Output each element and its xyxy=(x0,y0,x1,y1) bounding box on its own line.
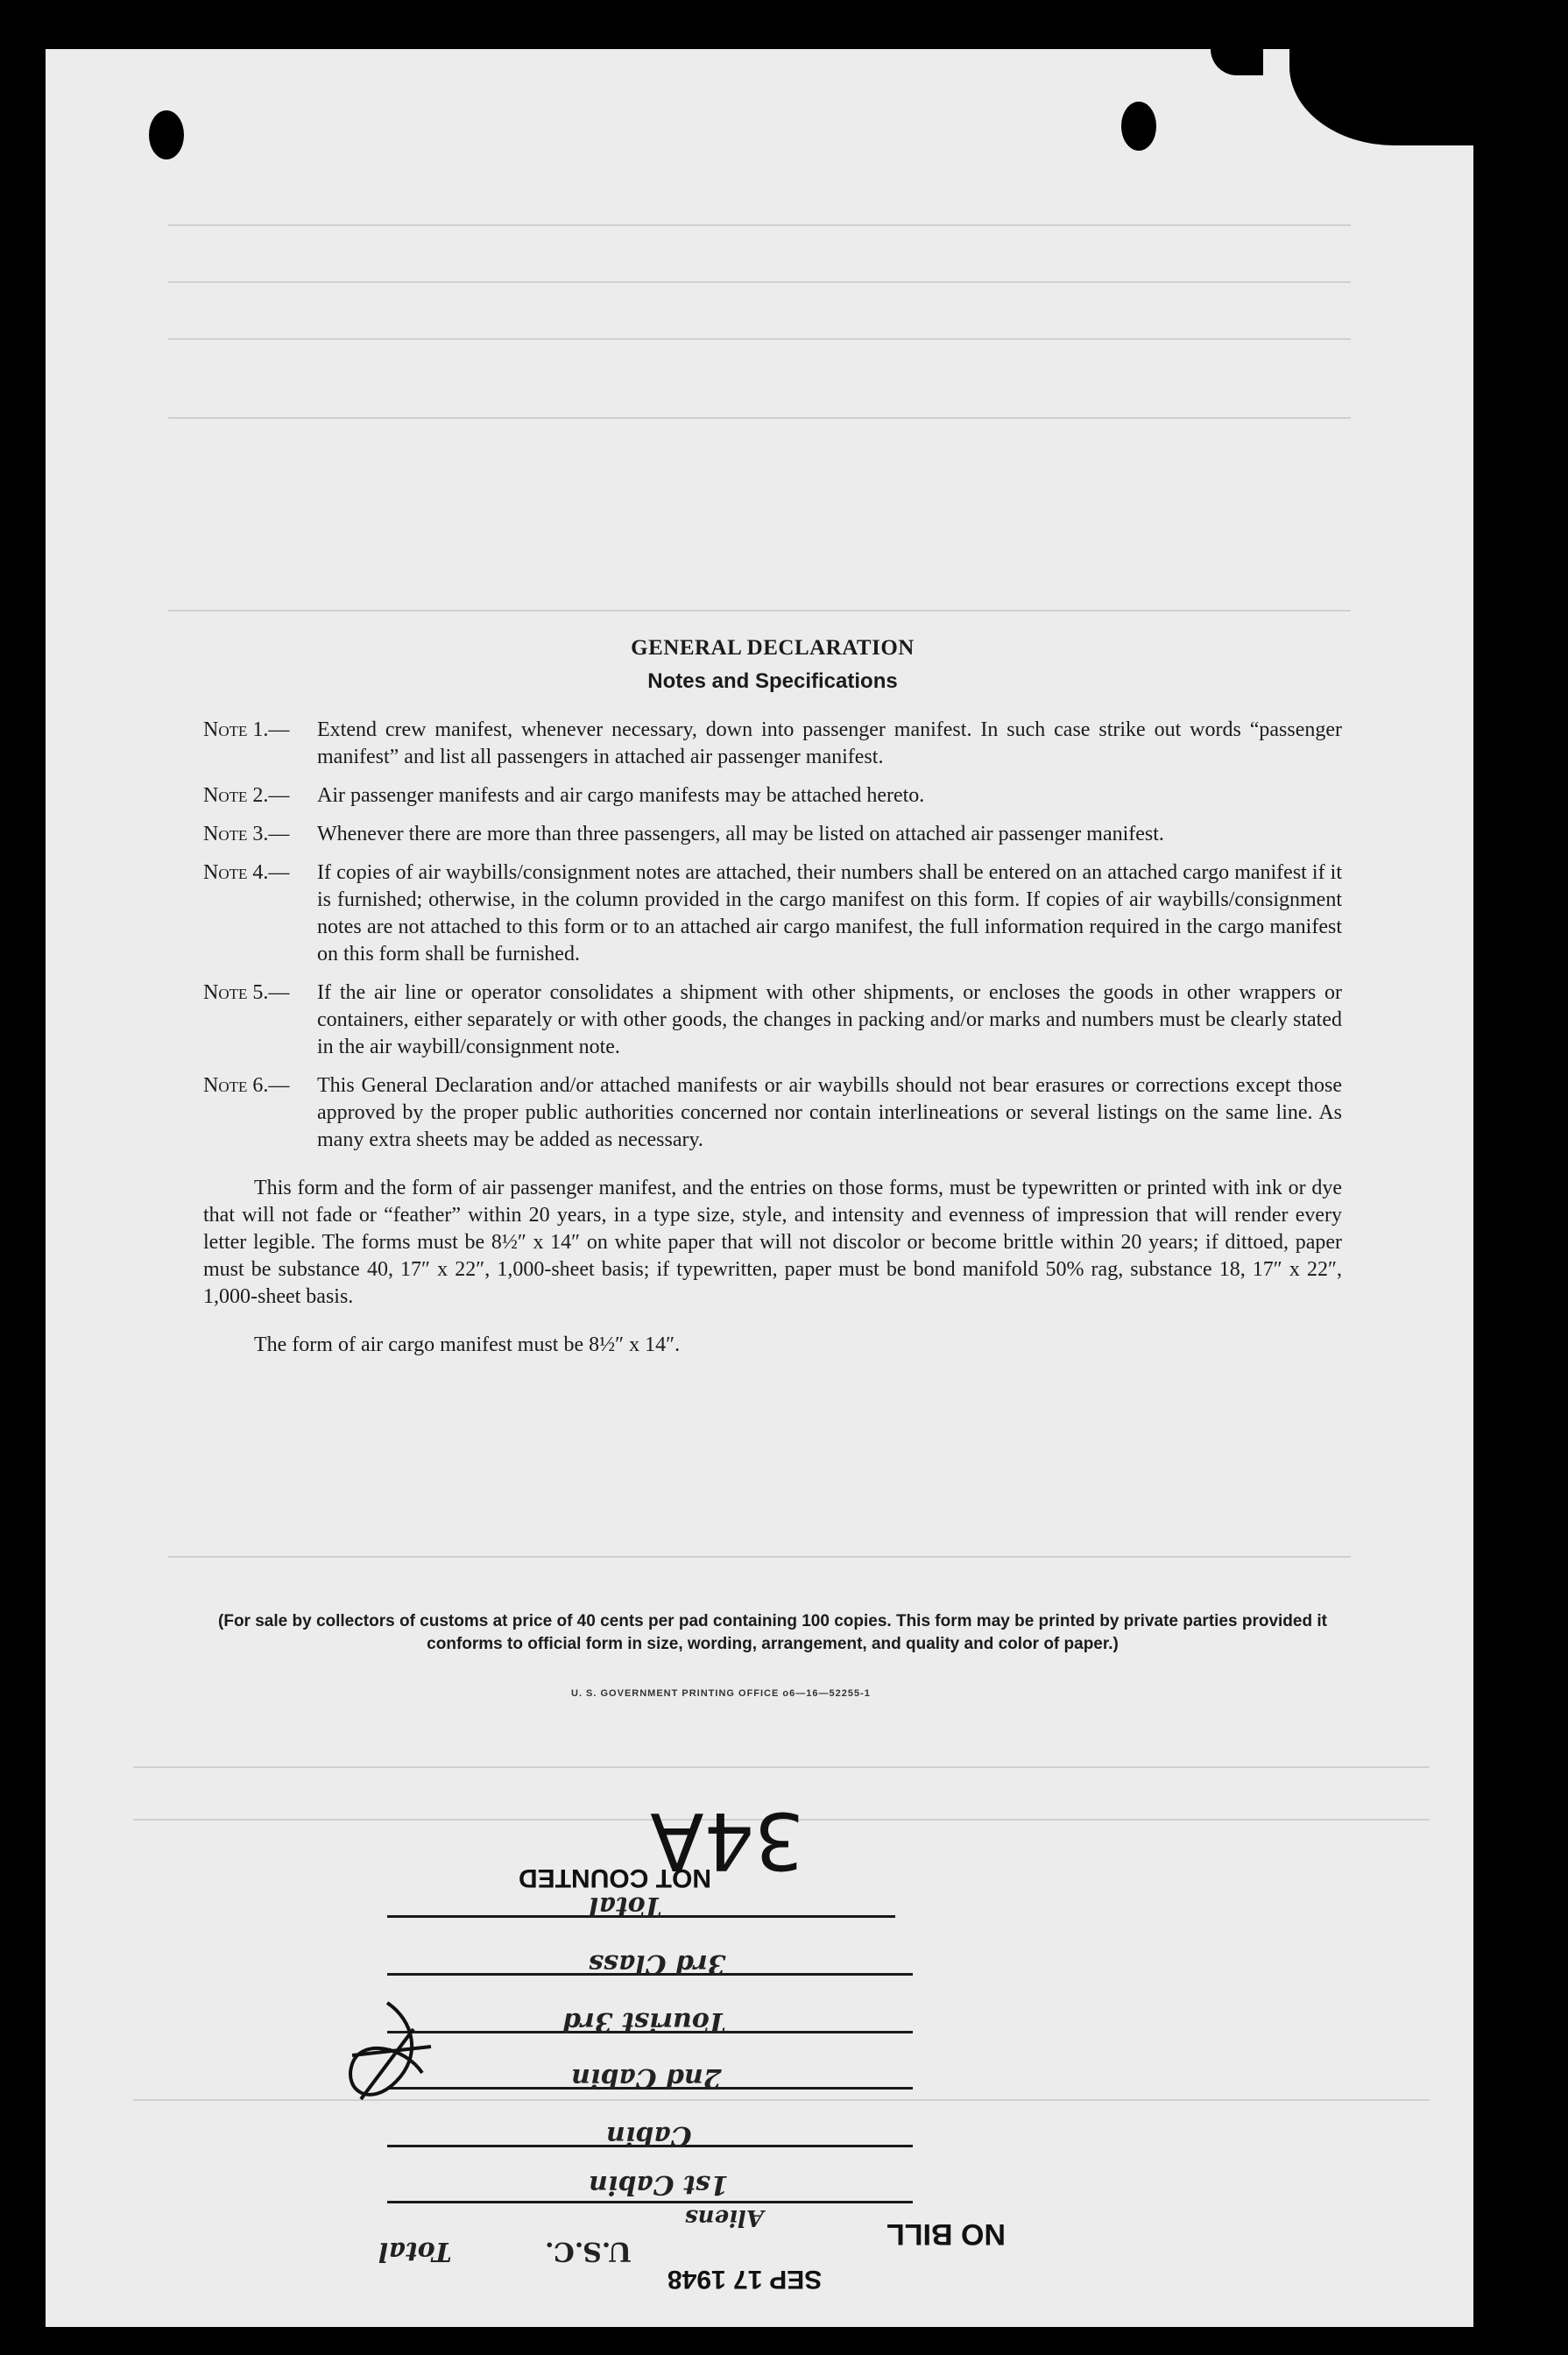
stamp-label-1st-cabin: 1st Cabin xyxy=(589,2169,729,2200)
note-label: Note 1.— xyxy=(203,718,290,741)
note-text: Extend crew manifest, whenever necessary, down into passenger manifest. In such case strike out words “passenger manifest” and list all passengers in attached air passenger manifest. xyxy=(317,718,1342,768)
stamp-column-total: Total xyxy=(378,2236,452,2267)
punch-hole-left xyxy=(149,110,184,159)
note-label: Note 3.— xyxy=(203,823,290,845)
stamp-label-cabin: Cabin xyxy=(606,2120,692,2151)
bleed-through-line xyxy=(168,417,1351,419)
note-text: Air passenger manifests and air cargo manifests may be attached hereto. xyxy=(317,784,925,807)
stamp-label-3rd-class: 3rd Class xyxy=(589,1948,726,1979)
torn-notch xyxy=(1211,49,1263,75)
bleed-through-line xyxy=(168,1556,1351,1558)
stamp-label-tourist-3rd: Tourist 3rd xyxy=(562,2006,726,2037)
stamp-column-usc: U.S.C. xyxy=(545,2236,632,2267)
note-label: Note 6.— xyxy=(203,1074,290,1097)
stamp-column-aliens: Aliens xyxy=(685,2204,765,2231)
punch-hole-right xyxy=(1121,102,1156,151)
handwritten-initials-icon xyxy=(335,1994,440,2125)
document-page xyxy=(46,49,1473,2327)
no-bill-stamp: NO BILL xyxy=(886,2217,1006,2251)
printer-imprint: U. S. GOVERNMENT PRINTING OFFICE o6—16—52255-1 xyxy=(571,1688,871,1699)
note-text: Whenever there are more than three passengers, all may be listed on attached air passenger manifest. xyxy=(317,823,1164,845)
note-3 xyxy=(203,821,1342,848)
note-label: Note 5.— xyxy=(203,981,290,1004)
handwritten-number: 34A xyxy=(650,1794,805,1886)
note-4 xyxy=(203,859,1342,968)
note-5 xyxy=(203,979,1342,1061)
upside-down-stamp xyxy=(378,1794,1123,2294)
note-text: If the air line or operator consolidates a shipment with other shipments, or encloses the goods in other wrappers or containers, either separately or with other goods, the changes in packing and/or marks and numbers must be clearly stated in the air waybill/consignment note. xyxy=(317,981,1342,1058)
stamp-label-total: Total xyxy=(589,1891,662,1921)
bleed-through-line xyxy=(133,1766,1430,1768)
document-subtitle: Notes and Specifications xyxy=(647,669,898,693)
date-stamp: SEP 17 1948 xyxy=(667,2265,823,2294)
note-text: If copies of air waybills/consignment notes are attached, their numbers shall be entered on an attached cargo manifest if it is furnished; otherwise, in the column provided in the cargo manifest on this form. If copies of air waybills/consignment notes are not attached to this form or to an attached air cargo manifest, the full information required in the cargo manifest on this form shall be furnished. xyxy=(317,861,1342,965)
note-label: Note 4.— xyxy=(203,861,290,884)
notes-section xyxy=(203,636,1342,1359)
note-text: This General Declaration and/or attached manifests or air waybills should not bear erasures or corrections except those approved by the proper public authorities concerned nor contain interlineations or several listings on the same line. As many extra sheets may be added as necessary. xyxy=(317,1074,1342,1151)
bleed-through-line xyxy=(168,224,1351,226)
note-1 xyxy=(203,717,1342,771)
bleed-through-line xyxy=(168,338,1351,340)
stamp-label-2nd-cabin: 2nd Cabin xyxy=(571,2062,722,2093)
note-6 xyxy=(203,1072,1342,1154)
paper-specification-paragraph: This form and the form of air passenger manifest, and the entries on those forms, must be typewritten or printed with ink or dye that will not fade or “feather” within 20 years, in a type size, style, and intensity and evenness of impression that will render every letter legible. The forms must be 8½″ x 14″ on white paper that will not discolor or become brittle within 20 years; if dittoed, paper must be substance 40, 17″ x 22″, 1,000-sheet basis; if typewritten, paper must be bond manifold 50% rag, substance 18, 17″ x 22″, 1,000-sheet basis. xyxy=(203,1177,1342,1308)
bleed-through-line xyxy=(168,281,1351,283)
sale-notice: (For sale by collectors of customs at price of 40 cents per pad containing 100 copies. This form may be printed by private parties provided it conforms to official form in size, wording, arrangement, and quality and color of paper.) xyxy=(218,1612,1327,1653)
not-counted-stamp: NOT COUNTED xyxy=(519,1863,711,1892)
stamp-rule xyxy=(387,2201,913,2203)
note-2 xyxy=(203,782,1342,810)
torn-corner xyxy=(1289,49,1473,145)
cargo-manifest-size-paragraph: The form of air cargo manifest must be 8½″ x 14″. xyxy=(254,1333,681,1356)
bleed-through-line xyxy=(168,610,1351,612)
note-label: Note 2.— xyxy=(203,784,290,807)
document-title: GENERAL DECLARATION xyxy=(631,636,915,660)
